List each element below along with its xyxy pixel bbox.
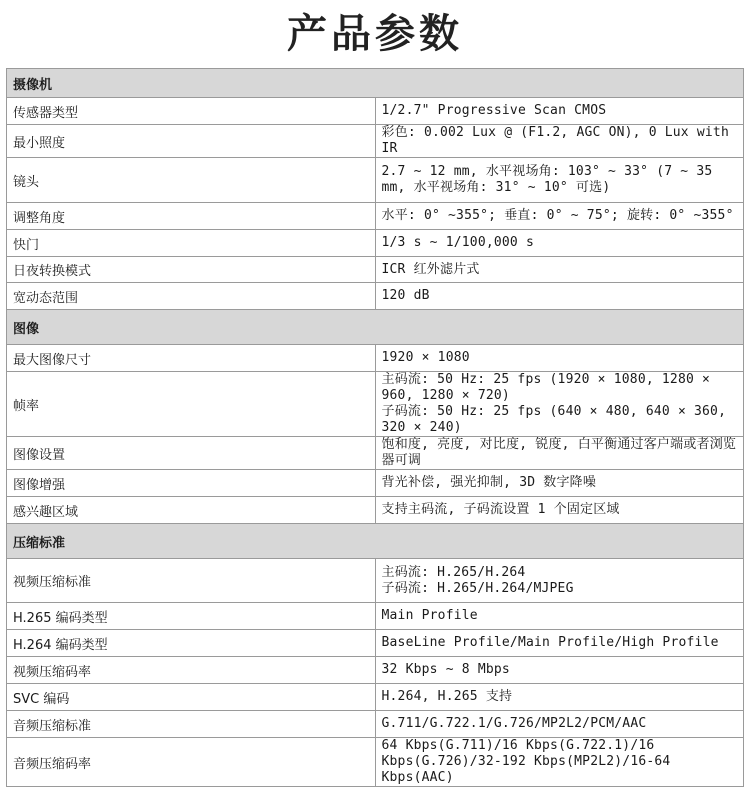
param-label: H.265 编码类型 xyxy=(7,603,376,630)
param-value: 彩色: 0.002 Lux @ (F1.2, AGC ON), 0 Lux with IR xyxy=(375,125,744,158)
param-label: 传感器类型 xyxy=(7,98,376,125)
param-label: 图像增强 xyxy=(7,470,376,497)
table-row xyxy=(7,345,744,372)
param-value: 2.7 ~ 12 mm, 水平视场角: 103° ~ 33° (7 ~ 35 mm, 水平视场角: 31° ~ 10° 可选) xyxy=(375,158,744,203)
param-value: BaseLine Profile/Main Profile/High Profile xyxy=(375,630,744,657)
param-value: 32 Kbps ~ 8 Mbps xyxy=(375,657,744,684)
param-value-line: 主码流: H.265/H.264 xyxy=(381,564,526,580)
table-row xyxy=(7,283,744,310)
param-label: 帧率 xyxy=(7,372,376,437)
param-label: 调整角度 xyxy=(7,203,376,230)
table-row xyxy=(7,230,744,257)
param-label: 音频压缩标准 xyxy=(7,711,376,738)
param-value: 64 Kbps(G.711)/16 Kbps(G.722.1)/16 Kbps(G.726)/32-192 Kbps(MP2L2)/16-64 Kbps(AAC) xyxy=(375,738,744,787)
param-value: 水平: 0° ~355°; 垂直: 0° ~ 75°; 旋转: 0° ~355° xyxy=(375,203,744,230)
param-value: 饱和度, 亮度, 对比度, 锐度, 白平衡通过客户端或者浏览器可调 xyxy=(375,437,744,470)
param-value: H.264, H.265 支持 xyxy=(375,684,744,711)
table-row xyxy=(7,497,744,524)
table-row xyxy=(7,630,744,657)
section-header-row xyxy=(7,524,744,559)
param-label: 快门 xyxy=(7,230,376,257)
param-label: H.264 编码类型 xyxy=(7,630,376,657)
table-row xyxy=(7,603,744,630)
param-label: 最小照度 xyxy=(7,125,376,158)
param-label: 感兴趣区域 xyxy=(7,497,376,524)
param-value: 支持主码流, 子码流设置 1 个固定区域 xyxy=(375,497,744,524)
section-header-row xyxy=(7,310,744,345)
table-row xyxy=(7,98,744,125)
spec-table xyxy=(6,68,744,787)
section-title: 摄像机 xyxy=(7,69,744,98)
table-row xyxy=(7,437,744,470)
param-label: 视频压缩标准 xyxy=(7,559,376,603)
page-title: 产品参数 xyxy=(287,11,463,57)
param-value: 背光补偿, 强光抑制, 3D 数字降噪 xyxy=(375,470,744,497)
table-row xyxy=(7,559,744,603)
table-row xyxy=(7,257,744,283)
param-label: 镜头 xyxy=(7,158,376,203)
param-value: Main Profile xyxy=(375,603,744,630)
section-header-row xyxy=(7,69,744,98)
section-title: 压缩标准 xyxy=(7,524,744,559)
section-title: 图像 xyxy=(7,310,744,345)
param-value: ICR 红外滤片式 xyxy=(375,257,744,283)
table-row xyxy=(7,470,744,497)
table-row xyxy=(7,711,744,738)
table-row xyxy=(7,738,744,787)
param-value: 1/3 s ~ 1/100,000 s xyxy=(375,230,744,257)
table-row xyxy=(7,372,744,437)
param-label: 日夜转换模式 xyxy=(7,257,376,283)
param-label: 视频压缩码率 xyxy=(7,657,376,684)
param-value: 120 dB xyxy=(375,283,744,310)
param-value xyxy=(375,372,744,437)
table-row xyxy=(7,158,744,203)
table-row xyxy=(7,657,744,684)
param-value-line: 主码流: 50 Hz: 25 fps (1920 × 1080, 1280 × 960, 1280 × 720) xyxy=(381,372,711,403)
param-label: SVC 编码 xyxy=(7,684,376,711)
param-value: G.711/G.722.1/G.726/MP2L2/PCM/AAC xyxy=(375,711,744,738)
param-value-line: 子码流: 50 Hz: 25 fps (640 × 480, 640 × 360, 320 × 240) xyxy=(381,404,727,435)
table-row xyxy=(7,125,744,158)
table-row xyxy=(7,684,744,711)
param-value: 1/2.7" Progressive Scan CMOS xyxy=(375,98,744,125)
param-label: 音频压缩码率 xyxy=(7,738,376,787)
param-label: 最大图像尺寸 xyxy=(7,345,376,372)
param-label: 宽动态范围 xyxy=(7,283,376,310)
param-value: 1920 × 1080 xyxy=(375,345,744,372)
param-value-line: 子码流: H.265/H.264/MJPEG xyxy=(381,580,574,596)
param-label: 图像设置 xyxy=(7,437,376,470)
table-row xyxy=(7,203,744,230)
param-value xyxy=(375,559,744,603)
